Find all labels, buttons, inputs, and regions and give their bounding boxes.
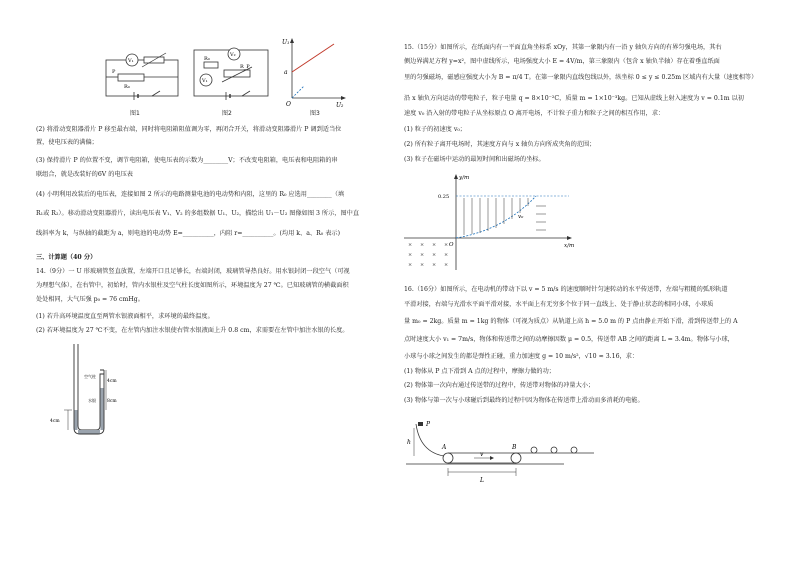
svg-text:×: ×: [444, 252, 449, 258]
q16-line-5: 小球与小球之间发生的都是弹性正碰，重力加速度 g = 10 m/s²，√10 ≈ 3.16，求：: [404, 353, 639, 360]
svg-text:×: ×: [432, 252, 437, 258]
plot-v0-label: v₀: [518, 214, 524, 220]
q13-line-4: 联组合，就是改装好的6V 的电压表: [36, 171, 133, 178]
fig2-v2-label: V₂: [230, 52, 236, 58]
q13-line-7: 线斜率为 k，与纵轴的截距为 a，则电池的电动势 E=__________，内阻 r=__________。(均用 k、a、R₀ 表示): [36, 230, 340, 237]
belt-p-label: P: [426, 421, 431, 428]
q13-line-3: (3) 保持滑片 P 的位置不变，调节电阻箱，使电压表的示数为________V；不改变电阻箱，电压表和电阻箱的串: [36, 157, 338, 164]
figure-2-caption: 图2: [222, 110, 232, 117]
svg-text:×: ×: [444, 262, 449, 268]
fig3-intercept-label: a: [284, 69, 288, 76]
q15-line-2: 侧边界满足方程 y=x²，图中虚线所示，电场强度大小 E = 4V/m，第三象限内（包含 x 轴负半轴）存在着垂直纸面: [404, 58, 720, 65]
belt-h-label: h: [407, 439, 411, 446]
svg-text:×: ×: [408, 262, 413, 268]
q16-line-8: (3) 物体与第一次与小球碰后到最终的过程中因为物体在传送带上滑动而多消耗的电能。: [404, 397, 644, 404]
q14-line-4: (1) 若升高环境温度直至两管水银液面相平，求环境的最终温度。: [36, 313, 214, 320]
fig1-r0-label: R₀: [124, 84, 130, 90]
q15-line-3: 里的匀强磁场，磁感应强度大小为 B = π/4 T。在第一象限内直线包线以外，纵坐标 0 ≤ y ≤ 0.25m 区域内有大量（速度相等）: [404, 74, 758, 81]
plot-tick-label: 0.25: [438, 194, 450, 200]
fig1-v1-label: V₁: [128, 58, 134, 64]
plot-y-label: y/m: [459, 175, 470, 181]
fig2-v1-label: V₁: [202, 78, 208, 84]
tube-h2-label: 8cm: [107, 399, 117, 404]
tube-air-label: 空气柱: [84, 374, 96, 379]
section-3-heading: 三、计算题（40 分）: [36, 254, 97, 261]
belt-a-label: A: [442, 444, 447, 451]
q14-line-1: 14.（9分）一 U 形玻璃管竖直放置，左端开口且足够长，右端封闭，玻璃管导热良好。用水银封闭一段空气（可视: [36, 268, 350, 275]
field-region-figure: [404, 170, 634, 280]
tube-mercury-label: 水银: [88, 398, 96, 403]
q13-line-6: R₁或 R₂）。移动滑动变阻器滑片，读出电压表 V₁、V₂ 的多组数据 U₁、U₂，描绘出 U₁－U₂ 图像如图 3 所示，图中直: [36, 210, 360, 217]
tube-h3-label: 4cm: [50, 419, 60, 424]
belt-b-label: B: [512, 444, 517, 451]
plot-origin-label: O: [449, 242, 454, 248]
q16-line-7: (2) 物体第一次向右通过传送带的过程中，传送带对物体的冲量大小；: [404, 382, 595, 389]
q13-line-1: (2) 将滑动变阻器滑片 P 移至最右端，同时将电阻箱阻值调为零，再闭合开关，将滑动变阻器滑片 P 调到适当位: [36, 126, 342, 133]
svg-text:×: ×: [420, 242, 425, 248]
svg-text:×: ×: [420, 252, 425, 258]
svg-text:×: ×: [420, 262, 425, 268]
svg-text:×: ×: [432, 262, 437, 268]
fig2-rp-label: R_P: [240, 64, 250, 70]
u-tube-figure: [44, 340, 124, 440]
q15-line-7: (2) 所有粒子离开电场时，其速度方向与 x 轴负方向所成夹角的范围；: [404, 141, 596, 148]
svg-text:×: ×: [408, 242, 413, 248]
tube-h1-label: 4cm: [107, 379, 117, 384]
q13-line-2: 置，使电压表的满偏；: [36, 139, 98, 146]
fig1-p-label: P: [112, 69, 116, 75]
q16-line-4: 点时速度大小 v₁ = 7m/s，物体和传送带之间的动摩擦因数 μ = 0.5，传送带 AB 之间的距离 L = 3.4m。物体与小球，: [404, 336, 734, 343]
q15-line-5: 速度 v₀ 沿入射的带电粒子从坐标原点 O 离开电场，不计粒子重力和粒子之间的相互作用，求：: [404, 110, 665, 117]
svg-text:×: ×: [432, 242, 437, 248]
q13-line-5: (4) 小明利用改装后的电压表，连接如图 2 所示的电路测量电池的电动势和内阻，这里的 R₀ 应选用________（填: [36, 191, 345, 198]
q15-line-4: 沿 x 轴负方向运动的带电粒子，粒子电量 q = 8×10⁻²C，质量 m = 1×10⁻³kg。已知从虚线上射入速度为 v = 0.1m 以初: [404, 95, 744, 102]
figure-2-circuit: [184, 40, 284, 110]
q14-line-5: (2) 若环境温度为 27 ℃不变，在左管内加注水银使右管水银液面上升 0.8 cm，求需要在左管中加注水银的长度。: [36, 327, 349, 334]
svg-text:×: ×: [408, 252, 413, 258]
fig3-y-label: U₁: [282, 39, 290, 46]
figure-3-caption: 图3: [310, 110, 320, 117]
fig3-origin-label: O: [286, 101, 291, 108]
q14-line-2: 为理想气体），在右管中，初始时，管内水银柱及空气柱长度如图所示，环境温度为 27 ℃。已知玻璃管的横截面积: [36, 282, 349, 289]
svg-text:×: ×: [444, 242, 449, 248]
q16-line-2: 平滑对接，右端与光滑水平面平滑对接，水平面上有无穷多个位于同一直线上、处于静止状态的相同小球，小球质: [404, 301, 714, 308]
q16-line-6: (1) 物体从 P 点下滑到 A 点的过程中，摩擦力做的功；: [404, 368, 555, 375]
belt-l-label: L: [480, 477, 484, 484]
belt-v-label: v: [480, 451, 484, 458]
fig2-r0-label: R₀: [204, 56, 210, 62]
q15-line-1: 15.（15分）如图所示，在纸面内有一平面直角坐标系 xOy，其第一象限内有一沿 y 轴负方向的有界匀强电场，其右: [404, 44, 722, 51]
q16-line-3: 量 m₀ = 2kg。质量 m = 1kg 的物体（可视为质点）从轨道上高 h = 5.0 m 的 P 点由静止开始下滑，滑到传送带上的 A: [404, 318, 738, 325]
figure-1-circuit: [94, 40, 194, 110]
q15-line-8: (3) 粒子在磁场中运动的最短时间和出磁场的坐标。: [404, 156, 545, 163]
q15-line-6: (1) 粒子的初速度 v₀；: [404, 126, 466, 133]
fig3-x-label: U₂: [336, 102, 344, 109]
q16-line-1: 16.（16分）如图所示，在电动机的带动下以 v = 5 m/s 的速度顺时针匀速转动的水平传送带，左端与粗糙的弧形轨道: [404, 286, 728, 293]
q14-line-3: 处处相同，大气压强 p₀ = 76 cmHg。: [36, 296, 144, 303]
figure-3-graph: [280, 36, 350, 112]
plot-x-label: x/m: [564, 243, 575, 249]
conveyor-belt-figure: [404, 416, 604, 496]
figure-1-caption: 图1: [130, 110, 140, 117]
